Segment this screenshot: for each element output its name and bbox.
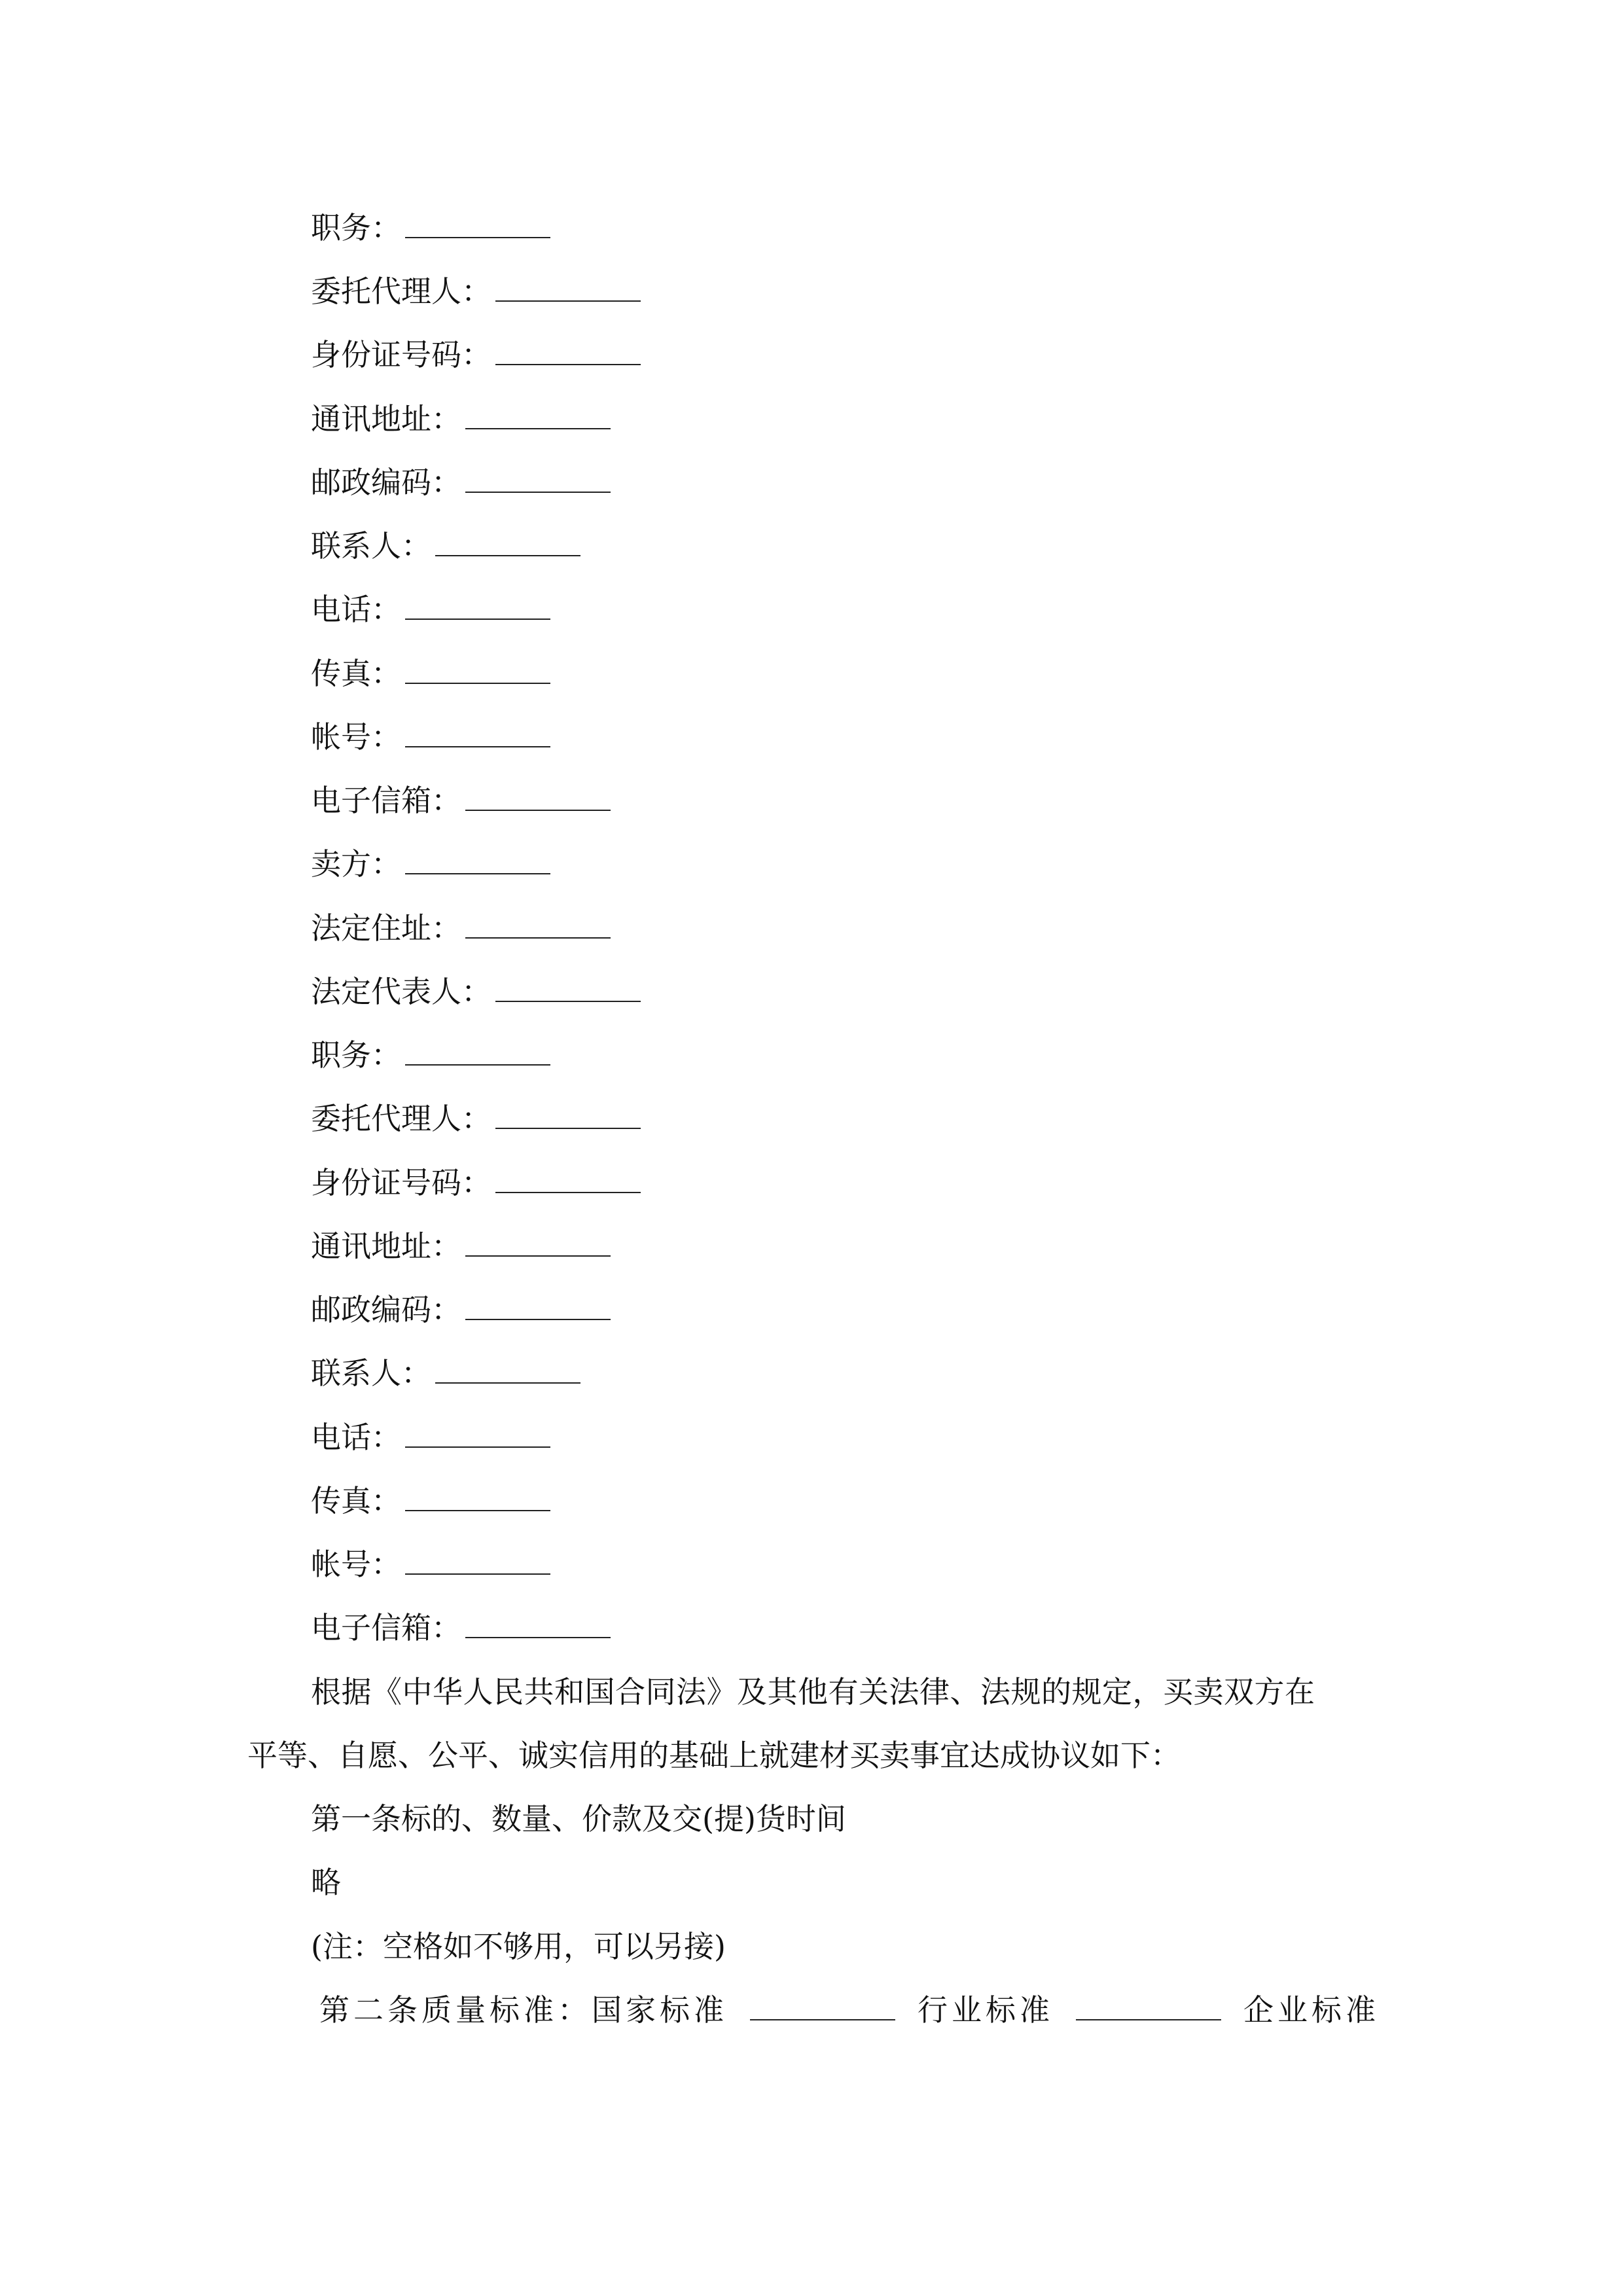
- blank-line[interactable]: [405, 1545, 550, 1575]
- blank-line[interactable]: [1076, 1990, 1221, 2020]
- article-1-title: 第一条标的、数量、价款及交(提)货时间: [311, 1801, 846, 1837]
- blank-line[interactable]: [465, 1608, 611, 1638]
- article-2-enterprise-label: 企业标准: [1243, 1992, 1380, 2028]
- blank-line[interactable]: [465, 1227, 611, 1257]
- field-label: 委托代理人：: [311, 1101, 491, 1136]
- field-label: 电话：: [311, 1420, 401, 1455]
- blank-line[interactable]: [405, 717, 550, 747]
- blank-line[interactable]: [405, 208, 550, 238]
- form-field-postcode: [311, 463, 611, 502]
- blank-line[interactable]: [465, 1290, 611, 1320]
- form-field-position: [311, 1035, 550, 1075]
- field-label: 联系人：: [311, 528, 431, 564]
- form-field-agent: [311, 1099, 641, 1138]
- field-label: 电话：: [311, 592, 401, 627]
- field-label: 职务：: [311, 1037, 401, 1073]
- intro-paragraph-line-2: [247, 1736, 1181, 1775]
- form-field-address: [311, 399, 611, 439]
- blank-line[interactable]: [405, 590, 550, 620]
- blank-line[interactable]: [495, 1163, 641, 1193]
- form-field-postcode: [311, 1290, 611, 1329]
- article-2-industry-label: 行业标准: [918, 1992, 1054, 2028]
- form-field-phone: [311, 590, 550, 629]
- article-2-line: [319, 1990, 1380, 2030]
- field-label: 法定住址：: [311, 910, 461, 946]
- form-field-legal-address: [311, 908, 611, 948]
- blank-line[interactable]: [495, 1099, 641, 1129]
- field-label: 通讯地址：: [311, 401, 461, 437]
- blank-line[interactable]: [465, 399, 611, 429]
- form-field-address: [311, 1227, 611, 1266]
- blank-line[interactable]: [405, 844, 550, 874]
- field-label: 身份证号码：: [311, 1165, 491, 1200]
- form-field-contact: [311, 1354, 580, 1393]
- intro-paragraph-line-1: [311, 1672, 1380, 1712]
- blank-line[interactable]: [465, 908, 611, 939]
- article-1-text: 略: [311, 1865, 341, 1900]
- field-label: 联系人：: [311, 1355, 431, 1391]
- blank-line[interactable]: [405, 1418, 550, 1448]
- form-field-id-number: [311, 335, 641, 374]
- note-line: [311, 1927, 726, 1966]
- field-label: 职务：: [311, 210, 401, 245]
- blank-line[interactable]: [495, 335, 641, 365]
- field-label: 帐号：: [311, 719, 401, 755]
- form-field-account: [311, 1545, 550, 1584]
- article-2-lead: 第二条质量标准：国家标准: [319, 1992, 728, 2028]
- form-field-fax: [311, 1481, 550, 1520]
- intro-text-line-1: 根据《中华人民共和国合同法》及其他有关法律、法规的规定，买卖双方在: [311, 1674, 1315, 1710]
- form-field-fax: [311, 654, 550, 693]
- form-field-contact: [311, 526, 580, 565]
- field-label: 法定代表人：: [311, 974, 491, 1009]
- form-field-email: [311, 1608, 611, 1647]
- form-field-phone: [311, 1418, 550, 1457]
- blank-line[interactable]: [405, 654, 550, 684]
- form-field-legal-representative: [311, 972, 641, 1011]
- blank-line[interactable]: [465, 781, 611, 811]
- field-label: 帐号：: [311, 1547, 401, 1582]
- blank-line[interactable]: [750, 1990, 895, 2020]
- blank-line[interactable]: [435, 526, 580, 556]
- form-field-account: [311, 717, 550, 757]
- field-label: 电子信箱：: [311, 1610, 461, 1645]
- field-label: 传真：: [311, 656, 401, 691]
- blank-line[interactable]: [405, 1035, 550, 1066]
- intro-text-line-2: 平等、自愿、公平、诚实信用的基础上就建材买卖事宜达成协议如下：: [247, 1738, 1181, 1773]
- field-label: 委托代理人：: [311, 274, 491, 309]
- article-1-heading: [311, 1799, 846, 1839]
- note-text: (注：空格如不够用，可以另接): [311, 1929, 726, 1964]
- blank-line[interactable]: [495, 272, 641, 302]
- form-field-email: [311, 781, 611, 820]
- field-label: 电子信箱：: [311, 783, 461, 818]
- field-label: 邮政编码：: [311, 465, 461, 500]
- blank-line[interactable]: [405, 1481, 550, 1511]
- blank-line[interactable]: [465, 463, 611, 493]
- form-field-agent: [311, 272, 641, 311]
- field-label: 通讯地址：: [311, 1229, 461, 1264]
- blank-line[interactable]: [495, 972, 641, 1002]
- field-label: 卖方：: [311, 846, 401, 882]
- form-field-seller: [311, 844, 550, 884]
- field-label: 邮政编码：: [311, 1292, 461, 1327]
- form-field-position: [311, 208, 550, 247]
- field-label: 身份证号码：: [311, 337, 491, 372]
- article-1-body: [311, 1863, 341, 1902]
- form-field-id-number: [311, 1163, 641, 1202]
- blank-line[interactable]: [435, 1354, 580, 1384]
- field-label: 传真：: [311, 1483, 401, 1518]
